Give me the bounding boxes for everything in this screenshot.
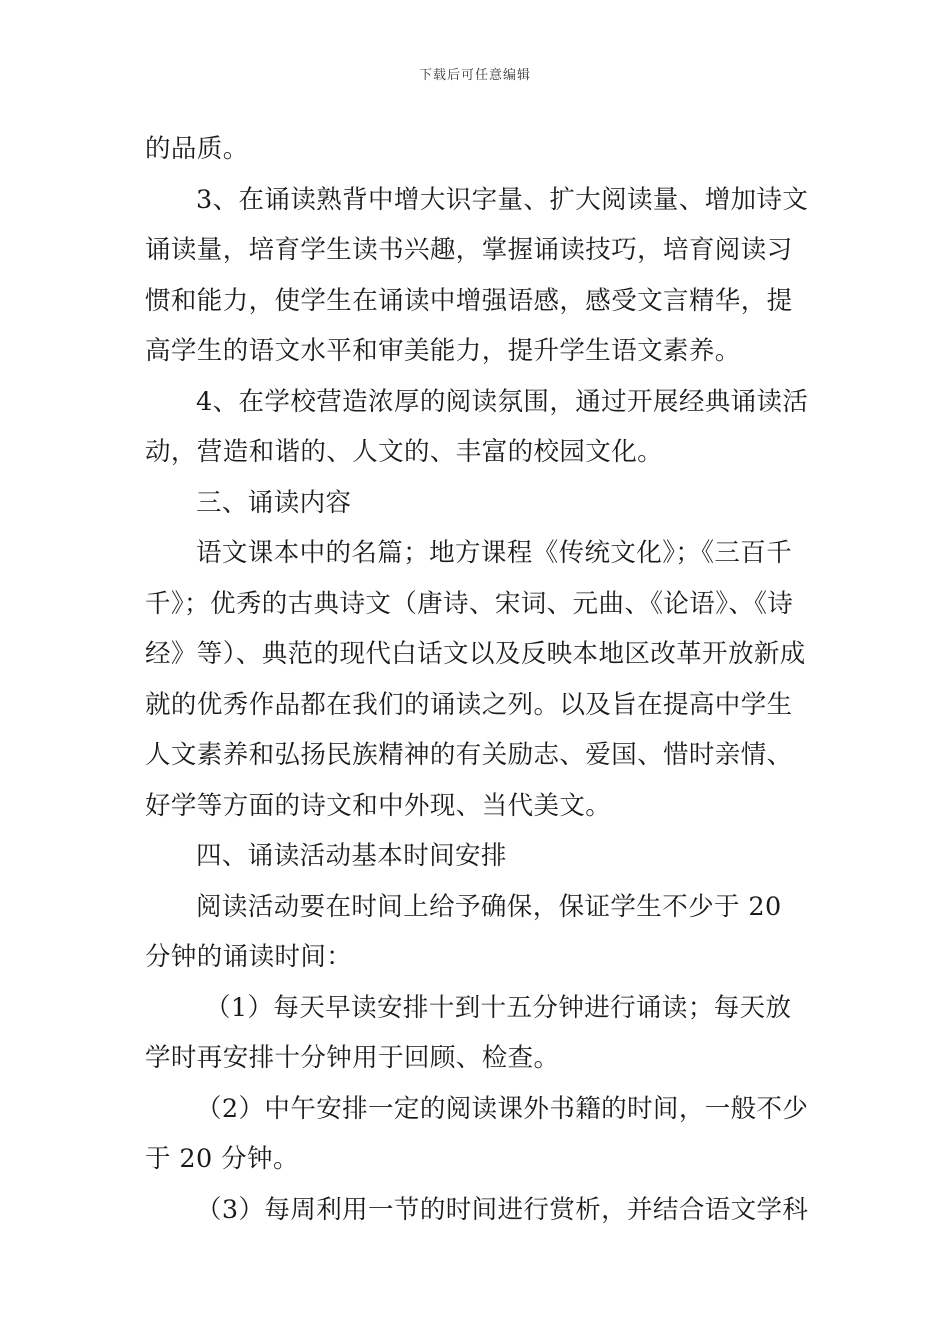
paragraph-schedule-intro: 阅读活动要在时间上给予确保，保证学生不少于 20 分钟的诵读时间： — [145, 891, 782, 972]
paragraph-schedule-item-1: （1）每天早读安排十到十五分钟进行诵读；每天放学时再安排十分钟用于回顾、检查。 — [145, 992, 792, 1073]
paragraph-schedule-item-3: （3）每周利用一节的时间进行赏析，并结合语文学科 — [196, 1194, 809, 1225]
document-body — [145, 124, 810, 1235]
paragraph-reading-content: 语文课本中的名篇；地方课程《传统文化》；《三百千 千》；优秀的古典诗文（唐诗、宋词、元曲、《论语》、《诗经》等）、典范的现代白话文以及反映本地区改革开放新成就的优秀作品都在我们的诵读之列。以及旨在提高中学生人文素养和弘扬民族精神的有关励志、爱国、惜时亲情、好学等方面的诗文和中外现、当代美文。 — [145, 538, 806, 821]
paragraph-schedule-item-2: （2）中午安排一定的阅读课外书籍的时间，一般不少于 20 分钟。 — [145, 1093, 809, 1174]
paragraph-goal-3: 3、在诵读熟背中增大识字量、扩大阅读量、增加诗文诵读量，培育学生读书兴趣，掌握诵读技巧，培育阅读习惯和能力，使学生在诵读中增强语感，感受文言精华，提高学生的语文水平和审美能力，提升学生语文素养。 — [145, 184, 809, 366]
section-heading-content: 三、诵读内容 — [196, 487, 352, 518]
paragraph-goal-4: 4、在学校营造浓厚的阅读氛围，通过开展经典诵读活动，营造和谐的、人文的、丰富的校园文化。 — [145, 386, 809, 467]
page-header: 下载后可任意编辑 — [418, 68, 531, 83]
section-heading-schedule: 四、诵读活动基本时间安排 — [196, 841, 507, 871]
paragraph-continuation: 的品质。 — [145, 134, 249, 164]
